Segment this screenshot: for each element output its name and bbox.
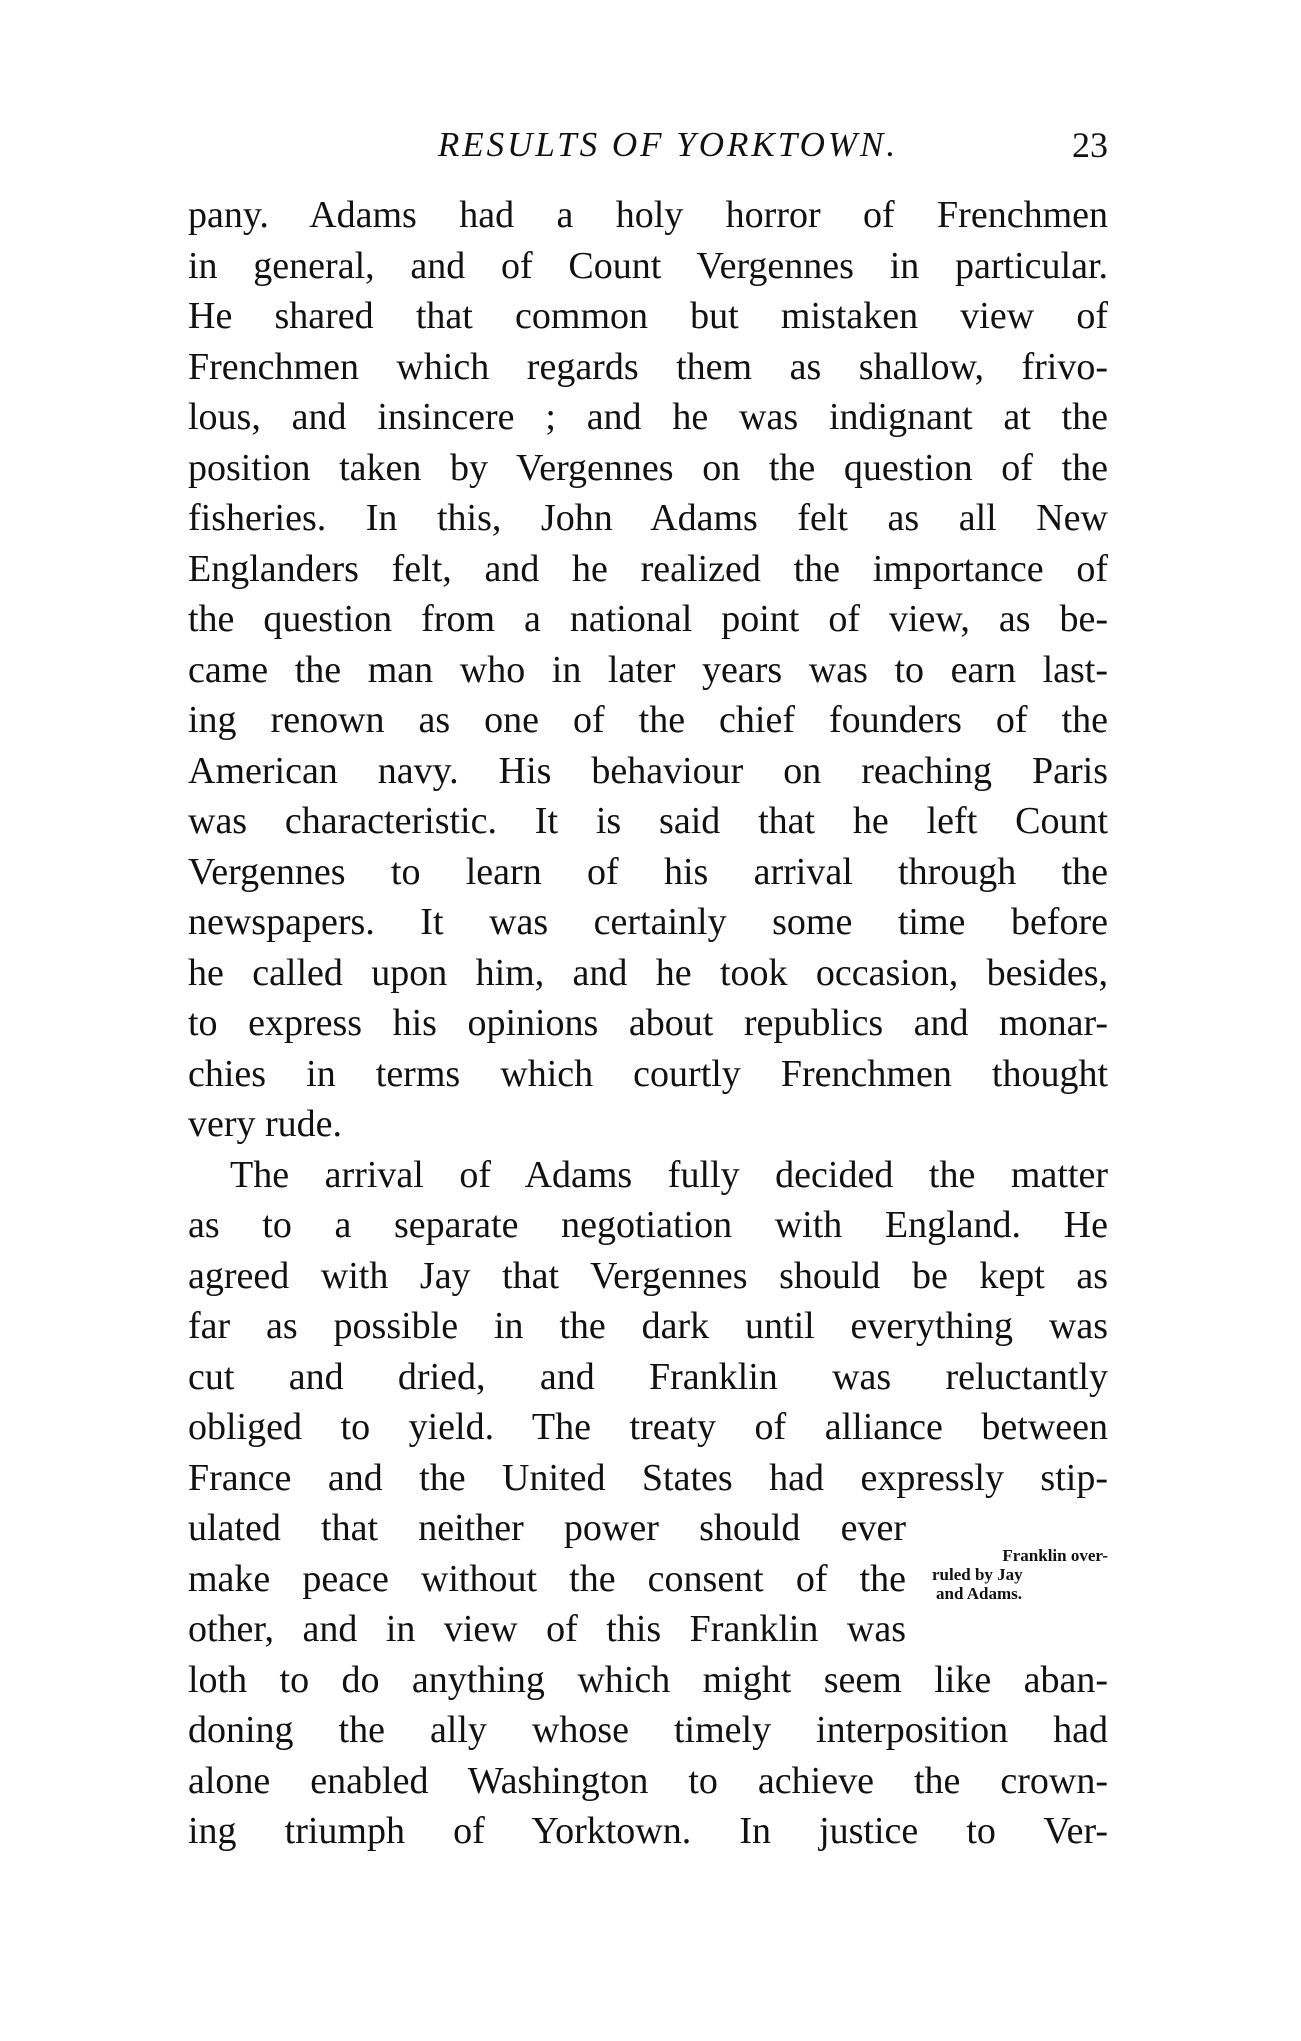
text-line: chies in terms which courtly Frenchmen thought bbox=[188, 1052, 1108, 1095]
text-line: ing triumph of Yorktown. In justice to Ver- bbox=[188, 1810, 1108, 1852]
paragraph-start-line: The arrival of Adams fully decided the matter bbox=[230, 1153, 1108, 1196]
text-line: pany. Adams had a holy horror of Frenchmen bbox=[188, 194, 1108, 236]
text-line: American navy. His behaviour on reaching Paris bbox=[188, 749, 1108, 792]
text-line: as to a separate negotiation with England. He bbox=[188, 1204, 1108, 1246]
text-line: lous, and insincere ; and he was indignant at the bbox=[188, 396, 1108, 438]
text-line: ulated that neither power should ever bbox=[188, 1507, 906, 1549]
text-line: to express his opinions about republics and monar- bbox=[188, 1002, 1108, 1044]
text-line: He shared that common but mistaken view of bbox=[188, 295, 1108, 337]
text-line: other, and in view of this Franklin was bbox=[188, 1608, 906, 1650]
text-line: Vergennes to learn of his arrival through the bbox=[188, 850, 1108, 893]
body-text bbox=[188, 190, 1108, 1857]
text-line: agreed with Jay that Vergennes should be kept as bbox=[188, 1254, 1108, 1297]
running-title: RESULTS OF YORKTOWN. bbox=[437, 125, 899, 164]
marginal-note-line: ruled by Jay bbox=[932, 1565, 1023, 1584]
text-line: far as possible in the dark until everything was bbox=[188, 1305, 1108, 1347]
text-line: newspapers. It was certainly some time before bbox=[188, 901, 1108, 943]
text-line: Frenchmen which regards them as shallow, frivo- bbox=[188, 345, 1108, 388]
text-line: ing renown as one of the chief founders of the bbox=[188, 699, 1108, 741]
text-line: was characteristic. It is said that he left Count bbox=[188, 800, 1108, 842]
text-line: fisheries. In this, John Adams felt as all New bbox=[188, 497, 1108, 539]
text-line: he called upon him, and he took occasion, besides, bbox=[188, 951, 1108, 994]
marginal-note-line: Franklin over- bbox=[1002, 1546, 1108, 1565]
text-line: loth to do anything which might seem like aban- bbox=[188, 1658, 1108, 1701]
marginal-note bbox=[932, 1546, 1108, 1603]
marginal-note-line: and Adams. bbox=[936, 1584, 1022, 1603]
text-line: Englanders felt, and he realized the importance of bbox=[188, 547, 1108, 590]
text-line: alone enabled Washington to achieve the crown- bbox=[188, 1759, 1108, 1802]
text-line: doning the ally whose timely interposition had bbox=[188, 1709, 1108, 1751]
text-line: make peace without the consent of the bbox=[188, 1557, 906, 1600]
text-line: France and the United States had expressly stip- bbox=[188, 1456, 1108, 1499]
page-number: 23 bbox=[1072, 125, 1108, 165]
text-line: position taken by Vergennes on the question of the bbox=[188, 446, 1108, 489]
text-line: the question from a national point of view, as be- bbox=[188, 598, 1108, 640]
text-line: in general, and of Count Vergennes in particular. bbox=[188, 244, 1108, 287]
paragraph-end-line: very rude. bbox=[188, 1103, 343, 1145]
text-line: came the man who in later years was to earn last- bbox=[188, 648, 1108, 691]
text-line: obliged to yield. The treaty of alliance between bbox=[188, 1406, 1108, 1448]
text-line: cut and dried, and Franklin was reluctantly bbox=[188, 1355, 1108, 1398]
running-head bbox=[188, 122, 1108, 168]
